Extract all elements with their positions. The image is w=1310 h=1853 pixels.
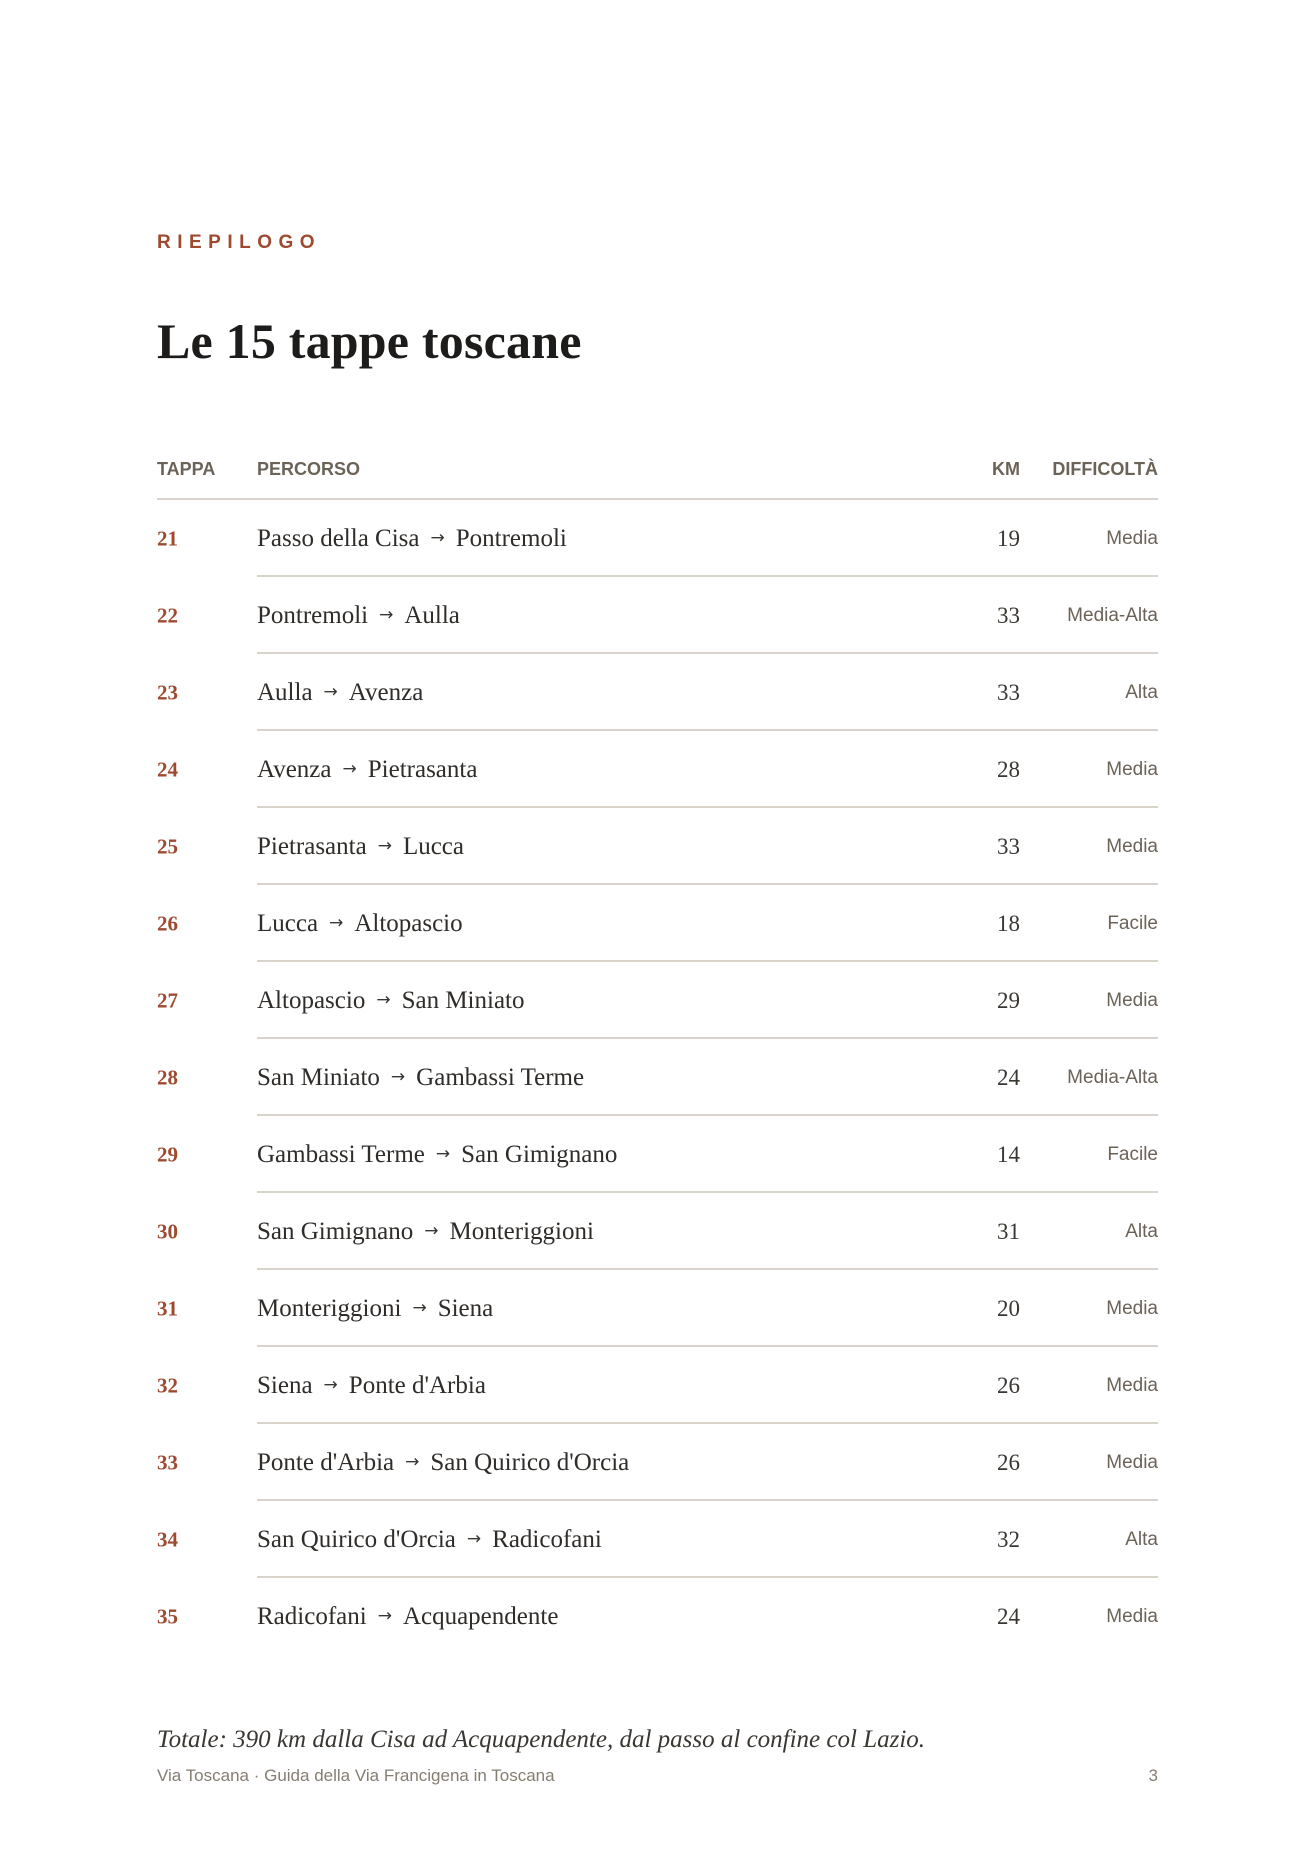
- stage-difficulty: Media-Alta: [1067, 1066, 1158, 1088]
- stage-difficulty: Facile: [1107, 1143, 1158, 1165]
- table-row: [157, 731, 1158, 808]
- route-to: San Quirico d'Orcia: [430, 1448, 630, 1476]
- stage-number: 21: [157, 526, 178, 550]
- stage-difficulty: Facile: [1107, 912, 1158, 934]
- route-from: Monteriggioni: [257, 1294, 402, 1322]
- arrow-right-icon: →: [376, 989, 391, 1010]
- stage-difficulty: Media: [1106, 989, 1158, 1011]
- stage-km: 33: [997, 833, 1020, 859]
- stage-difficulty: Alta: [1125, 1220, 1158, 1242]
- stage-route: [257, 910, 463, 938]
- stage-km: 31: [997, 1218, 1020, 1244]
- arrow-right-icon: →: [430, 527, 445, 548]
- stage-route: [257, 1295, 493, 1323]
- column-header-stage: TAPPA: [157, 459, 216, 479]
- page-number: 3: [1148, 1766, 1158, 1785]
- route-from: Siena: [257, 1371, 313, 1399]
- route-to: San Gimignano: [461, 1140, 618, 1168]
- arrow-right-icon: →: [329, 912, 344, 933]
- route-to: Lucca: [402, 832, 464, 860]
- stage-km: 19: [997, 525, 1020, 551]
- stage-route: [257, 756, 477, 784]
- route-to: Avenza: [348, 678, 424, 706]
- stage-route: [257, 1141, 617, 1169]
- route-to: San Miniato: [401, 986, 525, 1014]
- table-row: [157, 1270, 1158, 1347]
- stage-difficulty: Alta: [1125, 1528, 1158, 1550]
- stage-route: [257, 833, 464, 861]
- table-row: [157, 500, 1158, 577]
- stage-route: [257, 1603, 558, 1631]
- route-from: Ponte d'Arbia: [257, 1448, 395, 1476]
- stage-km: 33: [997, 602, 1020, 628]
- route-to: Pontremoli: [455, 524, 567, 552]
- route-to: Altopascio: [354, 909, 463, 937]
- route-from: Pontremoli: [257, 601, 369, 629]
- stage-number: 31: [157, 1296, 178, 1320]
- page-title: Le 15 tappe toscane: [157, 313, 582, 369]
- route-from: San Miniato: [257, 1063, 380, 1091]
- stages-table: [157, 500, 1158, 1655]
- route-from: Gambassi Terme: [257, 1140, 425, 1168]
- arrow-right-icon: →: [379, 604, 394, 625]
- table-row: [157, 1116, 1158, 1193]
- stage-difficulty: Media: [1106, 527, 1158, 549]
- stage-km: 24: [997, 1064, 1020, 1090]
- table-row: [157, 962, 1158, 1039]
- route-from: Aulla: [257, 678, 313, 706]
- route-from: Passo della Cisa: [257, 524, 420, 552]
- route-to: Siena: [437, 1294, 494, 1322]
- stage-route: [257, 1372, 486, 1400]
- arrow-right-icon: →: [424, 1220, 439, 1241]
- arrow-right-icon: →: [377, 835, 392, 856]
- stage-km: 18: [997, 910, 1020, 936]
- route-from: San Quirico d'Orcia: [257, 1525, 456, 1553]
- table-row: [157, 1578, 1158, 1655]
- stage-route: [257, 679, 423, 707]
- arrow-right-icon: →: [323, 1374, 338, 1395]
- route-from: Avenza: [257, 755, 332, 783]
- table-row: [157, 1347, 1158, 1424]
- arrow-right-icon: →: [342, 758, 357, 779]
- stage-km: 29: [997, 987, 1020, 1013]
- stage-difficulty: Media: [1106, 1374, 1158, 1396]
- route-to: Gambassi Terme: [416, 1063, 585, 1091]
- stage-number: 33: [157, 1450, 178, 1474]
- stage-km: 28: [997, 756, 1020, 782]
- stage-route: [257, 987, 525, 1015]
- stage-number: 25: [157, 834, 178, 858]
- stage-difficulty: Media-Alta: [1067, 604, 1158, 626]
- stage-number: 35: [157, 1604, 178, 1628]
- route-from: Radicofani: [257, 1602, 367, 1630]
- page: [157, 0, 1158, 1853]
- stage-number: 23: [157, 680, 178, 704]
- column-header-route: PERCORSO: [257, 459, 361, 479]
- arrow-right-icon: →: [377, 1605, 392, 1626]
- stage-number: 27: [157, 988, 178, 1012]
- column-header-km: KM: [992, 459, 1020, 479]
- stage-difficulty: Media: [1106, 1605, 1158, 1627]
- stage-difficulty: Media: [1106, 1297, 1158, 1319]
- section-label: RIEPILOGO: [157, 232, 322, 253]
- table-row: [157, 1193, 1158, 1270]
- stage-difficulty: Media: [1106, 1451, 1158, 1473]
- stage-km: 14: [997, 1141, 1020, 1167]
- stage-km: 20: [997, 1295, 1020, 1321]
- route-from: Altopascio: [257, 986, 366, 1014]
- arrow-right-icon: →: [390, 1066, 406, 1087]
- stage-km: 32: [997, 1526, 1020, 1552]
- table-row: [157, 1039, 1158, 1116]
- stage-number: 34: [157, 1527, 178, 1551]
- route-to: Monteriggioni: [449, 1217, 594, 1245]
- stage-km: 26: [997, 1372, 1020, 1398]
- stage-number: 30: [157, 1219, 178, 1243]
- stage-difficulty: Media: [1106, 835, 1158, 857]
- stage-km: 26: [997, 1449, 1020, 1475]
- stage-number: 26: [157, 911, 178, 935]
- table-row: [157, 808, 1158, 885]
- route-from: Pietrasanta: [257, 832, 367, 860]
- stage-route: [257, 602, 460, 630]
- stage-number: 29: [157, 1142, 178, 1166]
- stage-km: 33: [997, 679, 1020, 705]
- table-row: [157, 1501, 1158, 1578]
- table-row: [157, 654, 1158, 731]
- table-row: [157, 577, 1158, 654]
- route-to: Acquapendente: [402, 1602, 559, 1630]
- column-header-difficulty: DIFFICOLTÀ: [1052, 459, 1158, 479]
- stage-km: 24: [997, 1603, 1020, 1629]
- stage-number: 28: [157, 1065, 178, 1089]
- stage-number: 22: [157, 603, 178, 627]
- stage-route: [257, 1064, 584, 1092]
- stage-route: [257, 525, 567, 553]
- stage-difficulty: Media: [1106, 758, 1158, 780]
- footer-publication: Via Toscana · Guida della Via Francigena in Toscana: [157, 1766, 555, 1785]
- route-to: Ponte d'Arbia: [348, 1371, 486, 1399]
- arrow-right-icon: →: [412, 1297, 427, 1318]
- stage-route: [257, 1526, 602, 1554]
- table-row: [157, 885, 1158, 962]
- arrow-right-icon: →: [405, 1451, 420, 1472]
- arrow-right-icon: →: [466, 1528, 482, 1549]
- stage-number: 24: [157, 757, 178, 781]
- route-to: Radicofani: [492, 1525, 602, 1553]
- total-note: Totale: 390 km dalla Cisa ad Acquapendente, dal passo al confine col Lazio.: [157, 1726, 926, 1753]
- stage-number: 32: [157, 1373, 178, 1397]
- stage-route: [257, 1449, 629, 1477]
- route-to: Pietrasanta: [367, 755, 478, 783]
- table-row: [157, 1424, 1158, 1501]
- stage-difficulty: Alta: [1125, 681, 1158, 703]
- arrow-right-icon: →: [323, 681, 338, 702]
- route-from: San Gimignano: [257, 1217, 414, 1245]
- route-to: Aulla: [404, 601, 460, 629]
- arrow-right-icon: →: [435, 1143, 451, 1164]
- route-from: Lucca: [257, 909, 319, 937]
- stage-route: [257, 1218, 594, 1246]
